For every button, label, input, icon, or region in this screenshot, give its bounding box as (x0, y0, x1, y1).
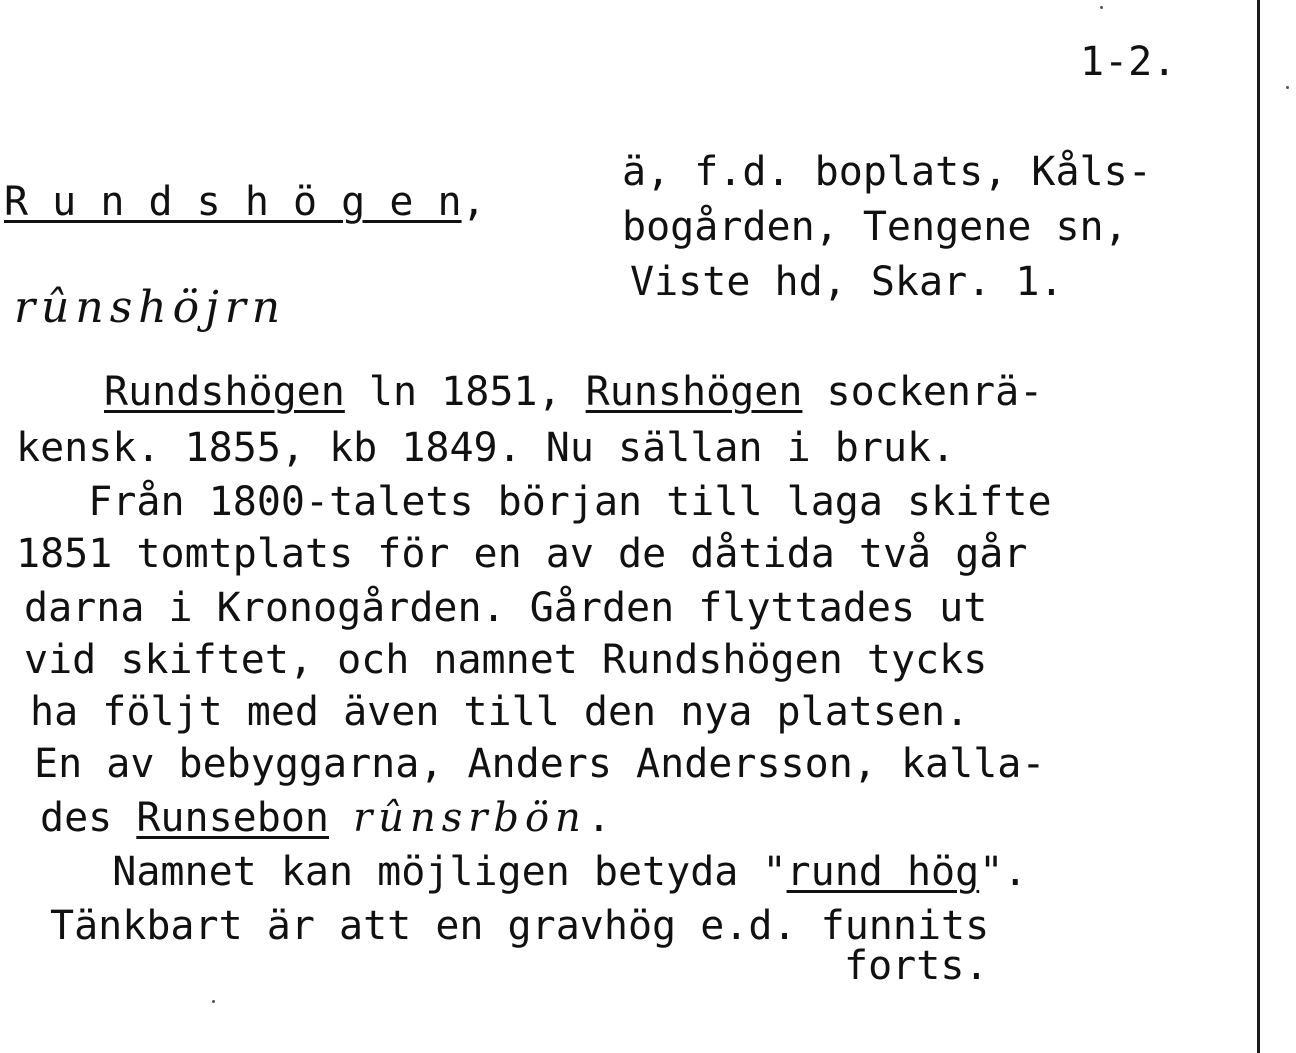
body-line-6: vid skiftet, och namnet Rundshögen tycks (24, 637, 988, 683)
body-line-10 (40, 849, 1028, 895)
card-edge-line (1257, 0, 1260, 1053)
header-line-3: Viste hd, Skar. 1. (630, 259, 1064, 305)
line10-post: ". (979, 849, 1028, 895)
continuation-note: forts. (844, 943, 989, 989)
quote-rund-hog: rund hög (786, 849, 980, 895)
card-number: 1-2. (1080, 39, 1177, 85)
body-line-2: kensk. 1855, kb 1849. Nu sällan i bruk. (16, 425, 956, 471)
name-rundshogen: Rundshögen (104, 369, 345, 415)
body-line-9 (40, 795, 611, 841)
body-line-11: Tänkbart är att en gravhög e.d. funnits (50, 903, 990, 949)
line9-pre: des (40, 795, 137, 841)
header-line-1: ä, f.d. boplats, Kåls- (622, 149, 1152, 195)
header-line-2: bogården, Tengene sn, (622, 204, 1128, 250)
headword-text: R u n d s h ö g e n (4, 179, 462, 225)
runsebon-handwritten: rûnsrbön (353, 795, 587, 841)
name-runshogen: Runshögen (585, 369, 803, 415)
scan-speck (212, 1000, 215, 1003)
scan-speck (1100, 6, 1103, 9)
pronunciation-handwritten: rûnshöjrn (14, 282, 287, 333)
scan-speck (1286, 86, 1289, 89)
line1-end: sockenrä- (802, 369, 1044, 415)
body-line-3: Från 1800-talets början till laga skifte (16, 479, 1052, 525)
line10-pre: Namnet kan möjligen betyda " (40, 849, 787, 895)
name-runsebon: Runsebon (136, 795, 329, 841)
body-line-1 (104, 369, 1044, 415)
entry-headword (4, 179, 486, 225)
body-line-5: darna i Kronogården. Gården flyttades ut (24, 585, 988, 631)
body-line-4: 1851 tomtplats för en av de dåtida två går (16, 531, 1028, 577)
line1-mid: ln 1851, (344, 369, 586, 415)
body-line-8: En av bebyggarna, Anders Andersson, kalla- (34, 741, 1046, 787)
body-line-7: ha följt med även till den nya platsen. (30, 689, 970, 735)
headword-comma: , (461, 179, 486, 225)
line9-post: . (586, 795, 611, 841)
